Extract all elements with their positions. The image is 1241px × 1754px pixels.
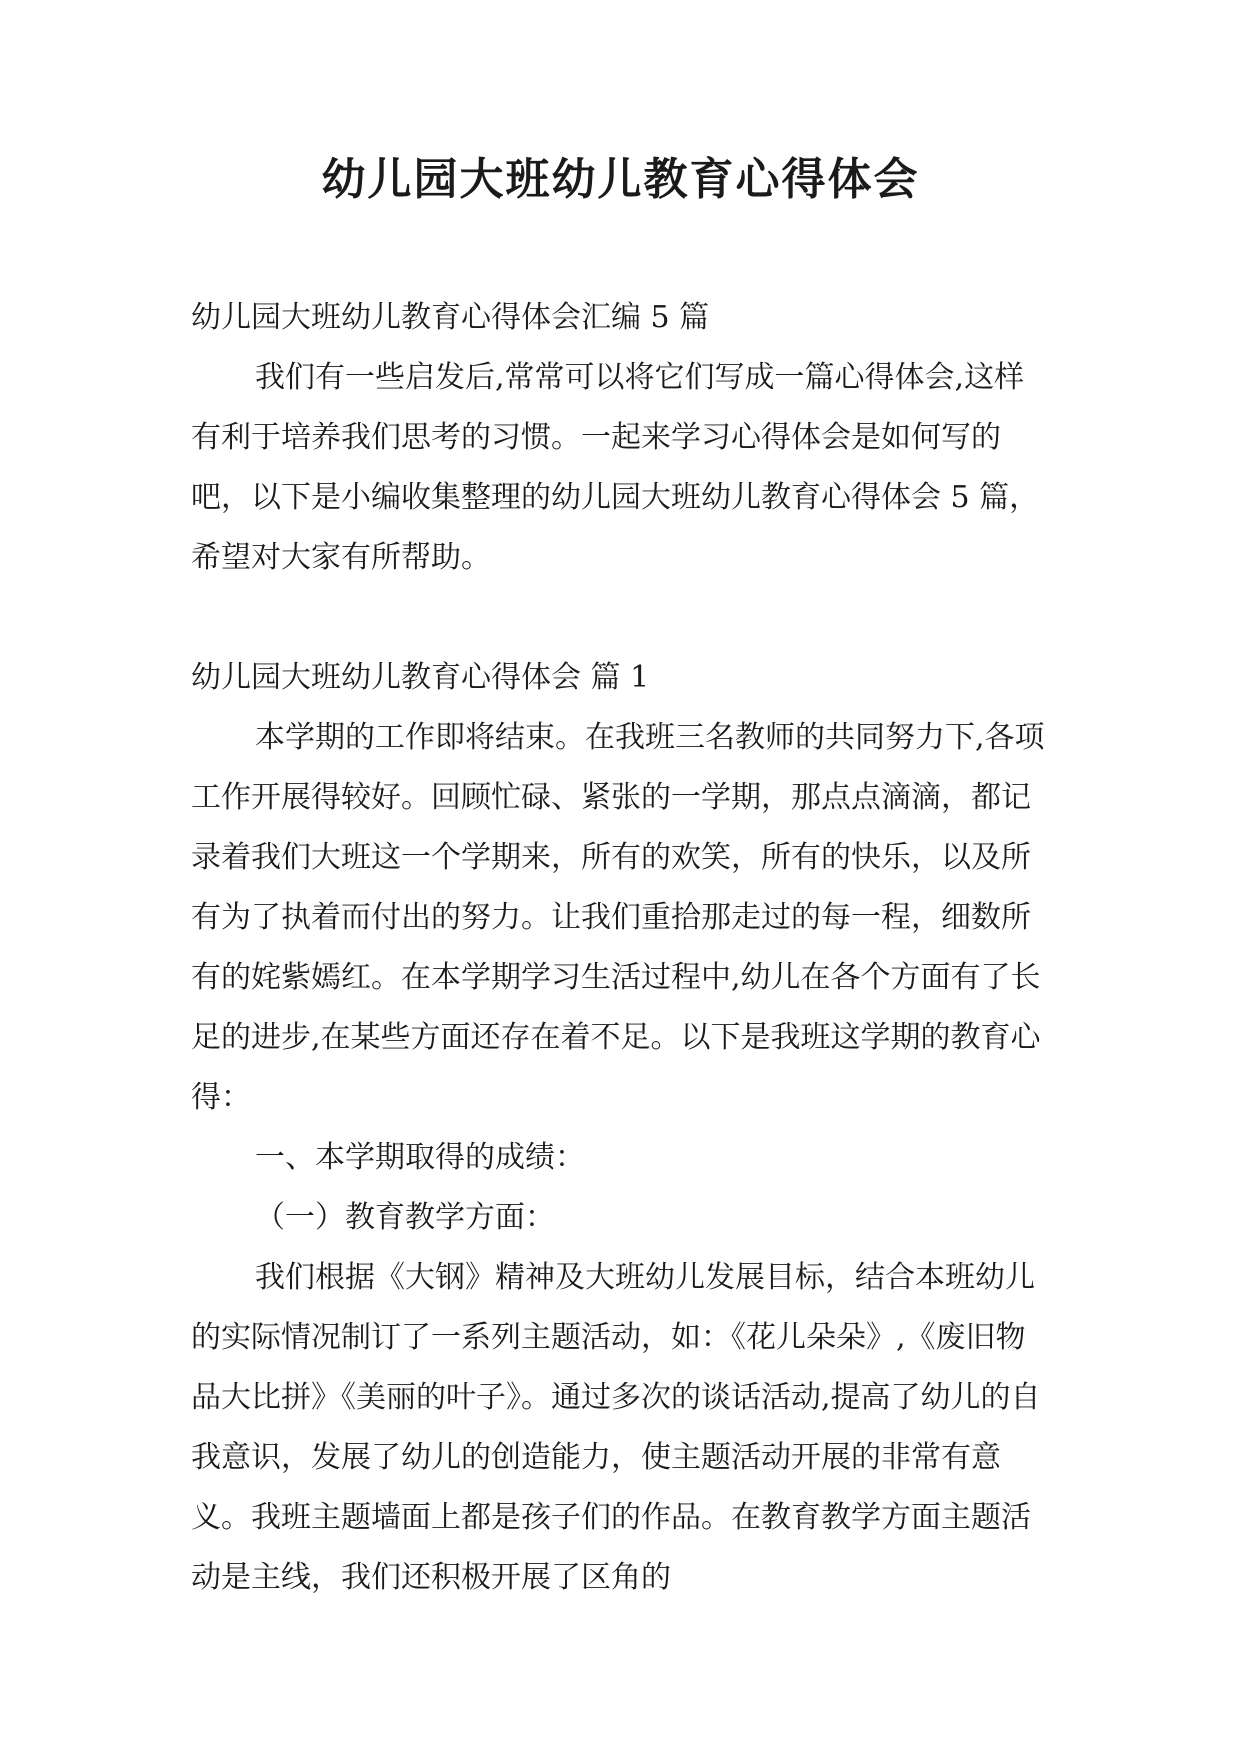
- body-paragraph-2: 我们根据《大钢》精神及大班幼儿发展目标，结合本班幼儿的实际情况制订了一系列主题活动，如：《花儿朵朵》,《废旧物品大比拼》《美丽的叶子》。通过多次的谈话活动,提高了幼儿的自我意识，发展了幼儿的创造能力，使主题活动开展的非常有意义。我班主题墙面上都是孩子们的作品。在教育教学方面主题活动是主线，我们还积极开展了区角的: [191, 1260, 1041, 1595]
- collection-heading: 幼儿园大班幼儿教育心得体会汇编 5 篇: [191, 300, 710, 335]
- document-body: [191, 288, 1051, 1608]
- section-heading: 幼儿园大班幼儿教育心得体会 篇 1: [191, 660, 650, 695]
- subheading-teaching: （一）教育教学方面：: [255, 1200, 555, 1235]
- subheading-achievements: 一、本学期取得的成绩：: [255, 1140, 585, 1175]
- intro-paragraph: 我们有一些启发后,常常可以将它们写成一篇心得体会,这样有利于培养我们思考的习惯。一起来学习心得体会是如何写的吧，以下是小编收集整理的幼儿园大班幼儿教育心得体会 5 篇，希望对大家有所帮助。: [191, 360, 1040, 575]
- body-paragraph-1: 本学期的工作即将结束。在我班三名教师的共同努力下,各项工作开展得较好。回顾忙碌、紧张的一学期，那点点滴滴，都记录着我们大班这一个学期来，所有的欢笑，所有的快乐，以及所有为了执着而付出的努力。让我们重拾那走过的每一程，细数所有的姹紫嫣红。在本学期学习生活过程中,幼儿在各个方面有了长足的进步,在某些方面还存在着不足。以下是我班这学期的教育心得：: [191, 720, 1045, 1115]
- document-title: 幼儿园大班幼儿教育心得体会: [321, 154, 920, 205]
- paragraph-gap: [191, 588, 1051, 648]
